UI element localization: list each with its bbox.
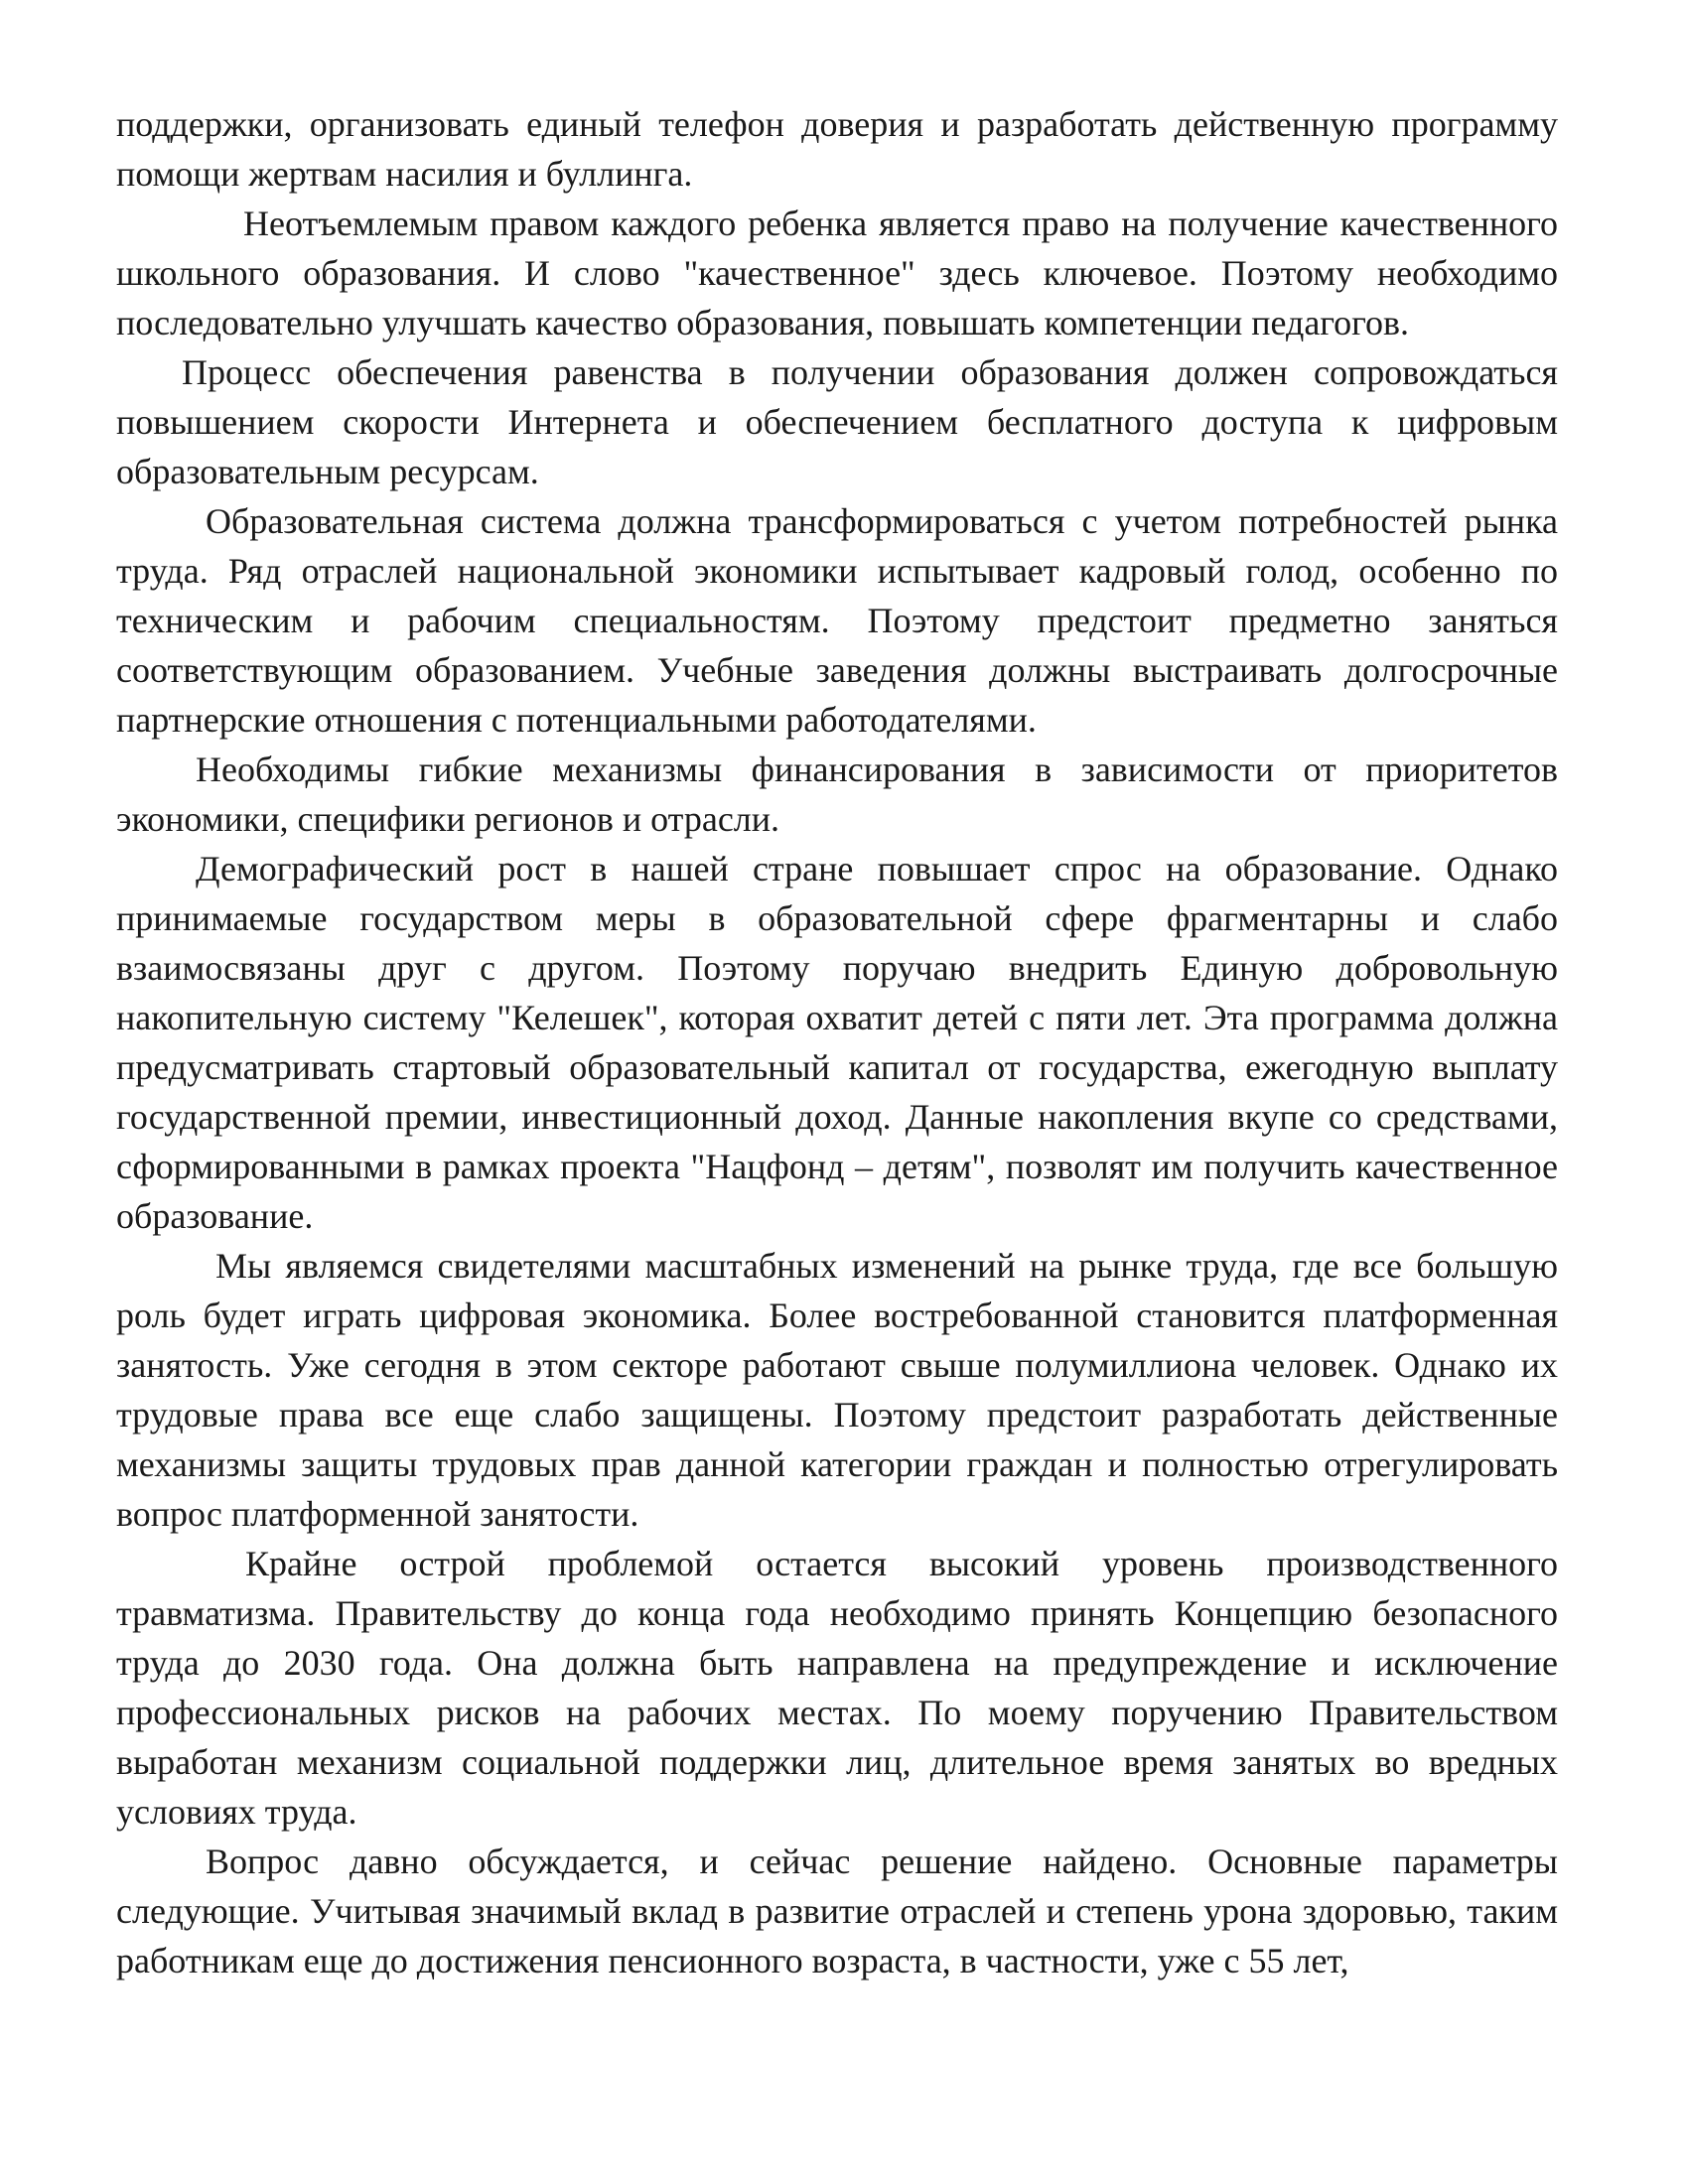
paragraph-3: Процесс обеспечения равенства в получении образования должен сопровождаться повышением скорости Интернета и обеспечением бесплатного доступа к цифровым образовательным ресурсам.	[116, 352, 1558, 491]
paragraph-6: Демографический рост в нашей стране повышает спрос на образование. Однако принимаемые государством меры в образовательной сфере фрагментарны и слабо взаимосвязаны друг с другом. Поэтому поручаю внедрить Единую добровольную накопительную систему "Келешек", которая охватит детей с пяти лет. Эта программа должна предусматривать стартовый образовательный капитал от государства, ежегодную выплату государственной премии, инвестиционный доход. Данные накопления вкупе со средствами, сформированными в рамках проекта "Нацфонд – детям", позволят им получить качественное образование.	[116, 849, 1558, 1236]
paragraph-7: Мы являемся свидетелями масштабных изменений на рынке труда, где все большую роль будет играть цифровая экономика. Более востребованной становится платформенная занятость. Уже сегодня в этом секторе работают свыше полумиллиона человек. Однако их трудовые права все еще слабо защищены. Поэтому предстоит разработать действенные механизмы защиты трудовых прав данной категории граждан и полностью отрегулировать вопрос платформенной занятости.	[116, 1246, 1558, 1534]
paragraph-4: Образовательная система должна трансформироваться с учетом потребностей рынка труда. Ряд отраслей национальной экономики испытывает кадровый голод, особенно по техническим и рабочим специальностям. Поэтому предстоит предметно заняться соответствующим образованием. Учебные заведения должны выстраивать долгосрочные партнерские отношения с потенциальными работодателями.	[116, 501, 1558, 740]
paragraph-8: Крайне острой проблемой остается высокий уровень производственного травматизма. Правительству до конца года необходимо принять Концепцию безопасного труда до 2030 года. Она должна быть направлена на предупреждение и исключение профессиональных рисков на рабочих местах. По моему поручению Правительством выработан механизм социальной поддержки лиц, длительное время занятых во вредных условиях труда.	[116, 1544, 1558, 1832]
paragraph-2: Неотъемлемым правом каждого ребенка является право на получение качественного школьного образования. И слово "качественное" здесь ключевое. Поэтому необходимо последовательно улучшать качество образования, повышать компетенции педагогов.	[116, 204, 1558, 342]
paragraph-5: Необходимы гибкие механизмы финансирования в зависимости от приоритетов экономики, специфики регионов и отрасли.	[116, 750, 1558, 839]
paragraph-1: поддержки, организовать единый телефон доверия и разработать действенную программу помощи жертвам насилия и буллинга.	[116, 104, 1558, 194]
document-body	[116, 99, 1558, 1985]
paragraph-9: Вопрос давно обсуждается, и сейчас решение найдено. Основные параметры следующие. Учитывая значимый вклад в развитие отраслей и степень урона здоровью, таким работникам еще до достижения пенсионного возраста, в частности, уже с 55 лет,	[116, 1842, 1558, 1980]
